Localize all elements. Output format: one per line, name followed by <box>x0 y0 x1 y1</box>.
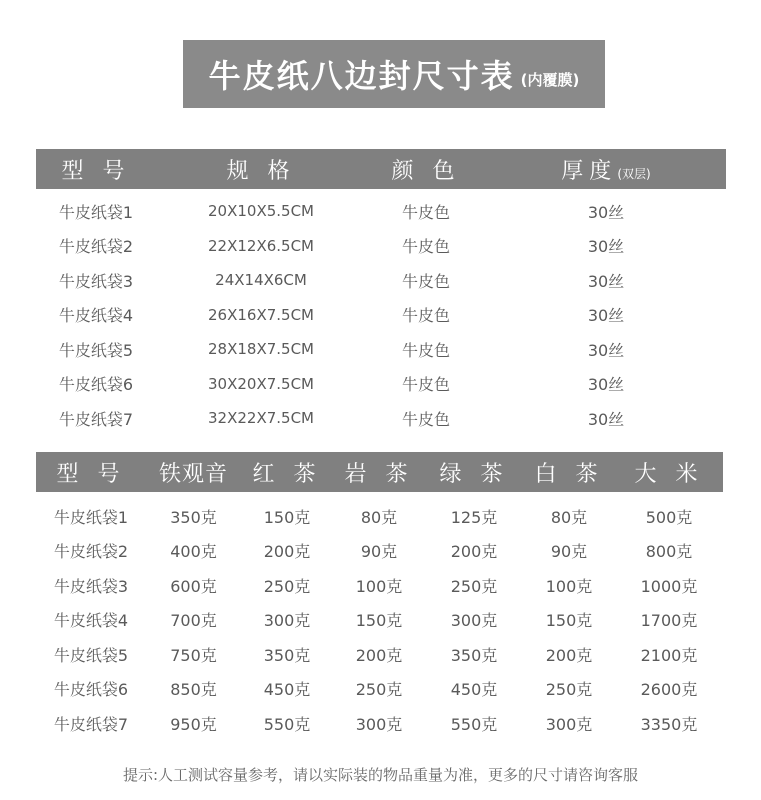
cell-thickness: 30丝 <box>587 202 625 222</box>
size-table-body <box>36 194 726 436</box>
cell-thickness: 30丝 <box>587 409 625 429</box>
cell-spec: 28X18X7.5CM <box>208 340 314 359</box>
cell-value: 250克 <box>355 680 403 700</box>
cell-value: 3350克 <box>640 714 698 734</box>
page-title <box>183 40 605 108</box>
cell-value: 350克 <box>450 645 498 665</box>
table-row <box>36 603 723 638</box>
table-row <box>36 568 723 603</box>
cell-value: 200克 <box>263 542 311 562</box>
cell-thickness: 30丝 <box>587 375 625 395</box>
capacity-table-header <box>36 452 723 492</box>
cell-value: 125克 <box>450 507 498 527</box>
cell-color: 牛皮色 <box>401 409 450 429</box>
cell-color: 牛皮色 <box>401 306 450 326</box>
header-rock-tea: 岩 茶 <box>344 461 414 487</box>
capacity-table-body <box>36 499 723 741</box>
cell-value: 250克 <box>450 576 498 596</box>
cell-value: 2600克 <box>640 680 698 700</box>
cell-value: 800克 <box>645 542 693 562</box>
table-row <box>36 706 723 741</box>
cell-model: 牛皮纸袋5 <box>58 340 134 360</box>
table-row <box>36 672 723 707</box>
cell-value: 200克 <box>545 645 593 665</box>
header-thickness <box>486 154 726 185</box>
footnote: 提示:人工测试容量参考，请以实际装的物品重量为准，更多的尺寸请咨询客服 <box>122 766 639 784</box>
cell-value: 80克 <box>550 507 588 527</box>
table-row <box>36 332 726 367</box>
cell-model: 牛皮纸袋7 <box>53 714 129 734</box>
cell-value: 550克 <box>263 714 311 734</box>
cell-color: 牛皮色 <box>401 271 450 291</box>
cell-value: 90克 <box>360 542 398 562</box>
cell-value: 500克 <box>645 507 693 527</box>
table-row <box>36 298 726 333</box>
header-black-tea: 红 茶 <box>252 461 322 487</box>
cell-value: 350克 <box>263 645 311 665</box>
cell-thickness: 30丝 <box>587 306 625 326</box>
table-row <box>36 367 726 402</box>
cell-color: 牛皮色 <box>401 340 450 360</box>
title-subtitle: (内覆膜) <box>520 70 580 89</box>
cell-value: 1000克 <box>640 576 698 596</box>
header-color: 颜 色 <box>391 158 461 184</box>
cell-value: 550克 <box>450 714 498 734</box>
cell-value: 950克 <box>170 714 217 734</box>
table-row <box>36 534 723 569</box>
cell-value: 250克 <box>263 576 311 596</box>
cell-value: 750克 <box>170 645 217 665</box>
cell-model: 牛皮纸袋6 <box>53 680 129 700</box>
cell-value: 100克 <box>355 576 403 596</box>
cell-spec: 30X20X7.5CM <box>208 374 314 393</box>
table-row <box>36 637 723 672</box>
header-white-tea: 白 茶 <box>534 461 604 487</box>
header-tieguanyin: 铁观音 <box>158 461 228 487</box>
cell-color: 牛皮色 <box>401 237 450 257</box>
cell-value: 200克 <box>355 645 403 665</box>
cell-model: 牛皮纸袋3 <box>58 271 134 291</box>
cell-value: 450克 <box>450 680 498 700</box>
cell-value: 100克 <box>545 576 593 596</box>
cell-value: 850克 <box>170 680 217 700</box>
cell-value: 1700克 <box>640 611 698 631</box>
cell-thickness: 30丝 <box>587 340 625 360</box>
cell-model: 牛皮纸袋7 <box>58 409 134 429</box>
cell-value: 300克 <box>450 611 498 631</box>
cell-model: 牛皮纸袋4 <box>53 611 129 631</box>
cell-spec: 26X16X7.5CM <box>208 305 314 324</box>
cell-value: 350克 <box>170 507 217 527</box>
cell-value: 600克 <box>170 576 217 596</box>
cell-thickness: 30丝 <box>587 237 625 257</box>
cell-model: 牛皮纸袋3 <box>53 576 129 596</box>
cell-model: 牛皮纸袋2 <box>58 237 134 257</box>
table-row <box>36 194 726 229</box>
cell-value: 90克 <box>550 542 588 562</box>
cell-model: 牛皮纸袋5 <box>53 645 129 665</box>
cell-thickness: 30丝 <box>587 271 625 291</box>
header-thickness-note: (双层) <box>617 166 651 181</box>
cell-model: 牛皮纸袋6 <box>58 375 134 395</box>
table-row <box>36 499 723 534</box>
header-spec: 规 格 <box>226 158 296 184</box>
cell-value: 450克 <box>263 680 311 700</box>
cell-spec: 20X10X5.5CM <box>208 202 314 221</box>
cell-value: 80克 <box>360 507 398 527</box>
cell-value: 250克 <box>545 680 593 700</box>
cell-model: 牛皮纸袋4 <box>58 306 134 326</box>
cell-model: 牛皮纸袋2 <box>53 542 129 562</box>
cell-value: 150克 <box>545 611 593 631</box>
size-table-header <box>36 149 726 189</box>
header-model: 型 号 <box>56 461 126 487</box>
cell-model: 牛皮纸袋1 <box>58 202 134 222</box>
cell-color: 牛皮色 <box>401 202 450 222</box>
cell-value: 400克 <box>170 542 217 562</box>
cell-color: 牛皮色 <box>401 375 450 395</box>
cell-model: 牛皮纸袋1 <box>53 507 129 527</box>
header-green-tea: 绿 茶 <box>439 461 509 487</box>
header-model: 型 号 <box>61 158 131 184</box>
cell-value: 300克 <box>355 714 403 734</box>
cell-value: 300克 <box>263 611 311 631</box>
table-row <box>36 263 726 298</box>
cell-value: 700克 <box>170 611 217 631</box>
cell-spec: 32X22X7.5CM <box>208 409 314 428</box>
table-row <box>36 229 726 264</box>
cell-value: 2100克 <box>640 645 698 665</box>
header-thickness-label: 厚度 <box>561 158 618 184</box>
header-rice: 大 米 <box>634 461 704 487</box>
cell-value: 300克 <box>545 714 593 734</box>
cell-spec: 22X12X6.5CM <box>208 236 314 255</box>
cell-spec: 24X14X6CM <box>215 271 307 290</box>
title-main: 牛皮纸八边封尺寸表 <box>208 57 515 95</box>
cell-value: 150克 <box>355 611 403 631</box>
cell-value: 200克 <box>450 542 498 562</box>
table-row <box>36 401 726 436</box>
cell-value: 150克 <box>263 507 311 527</box>
